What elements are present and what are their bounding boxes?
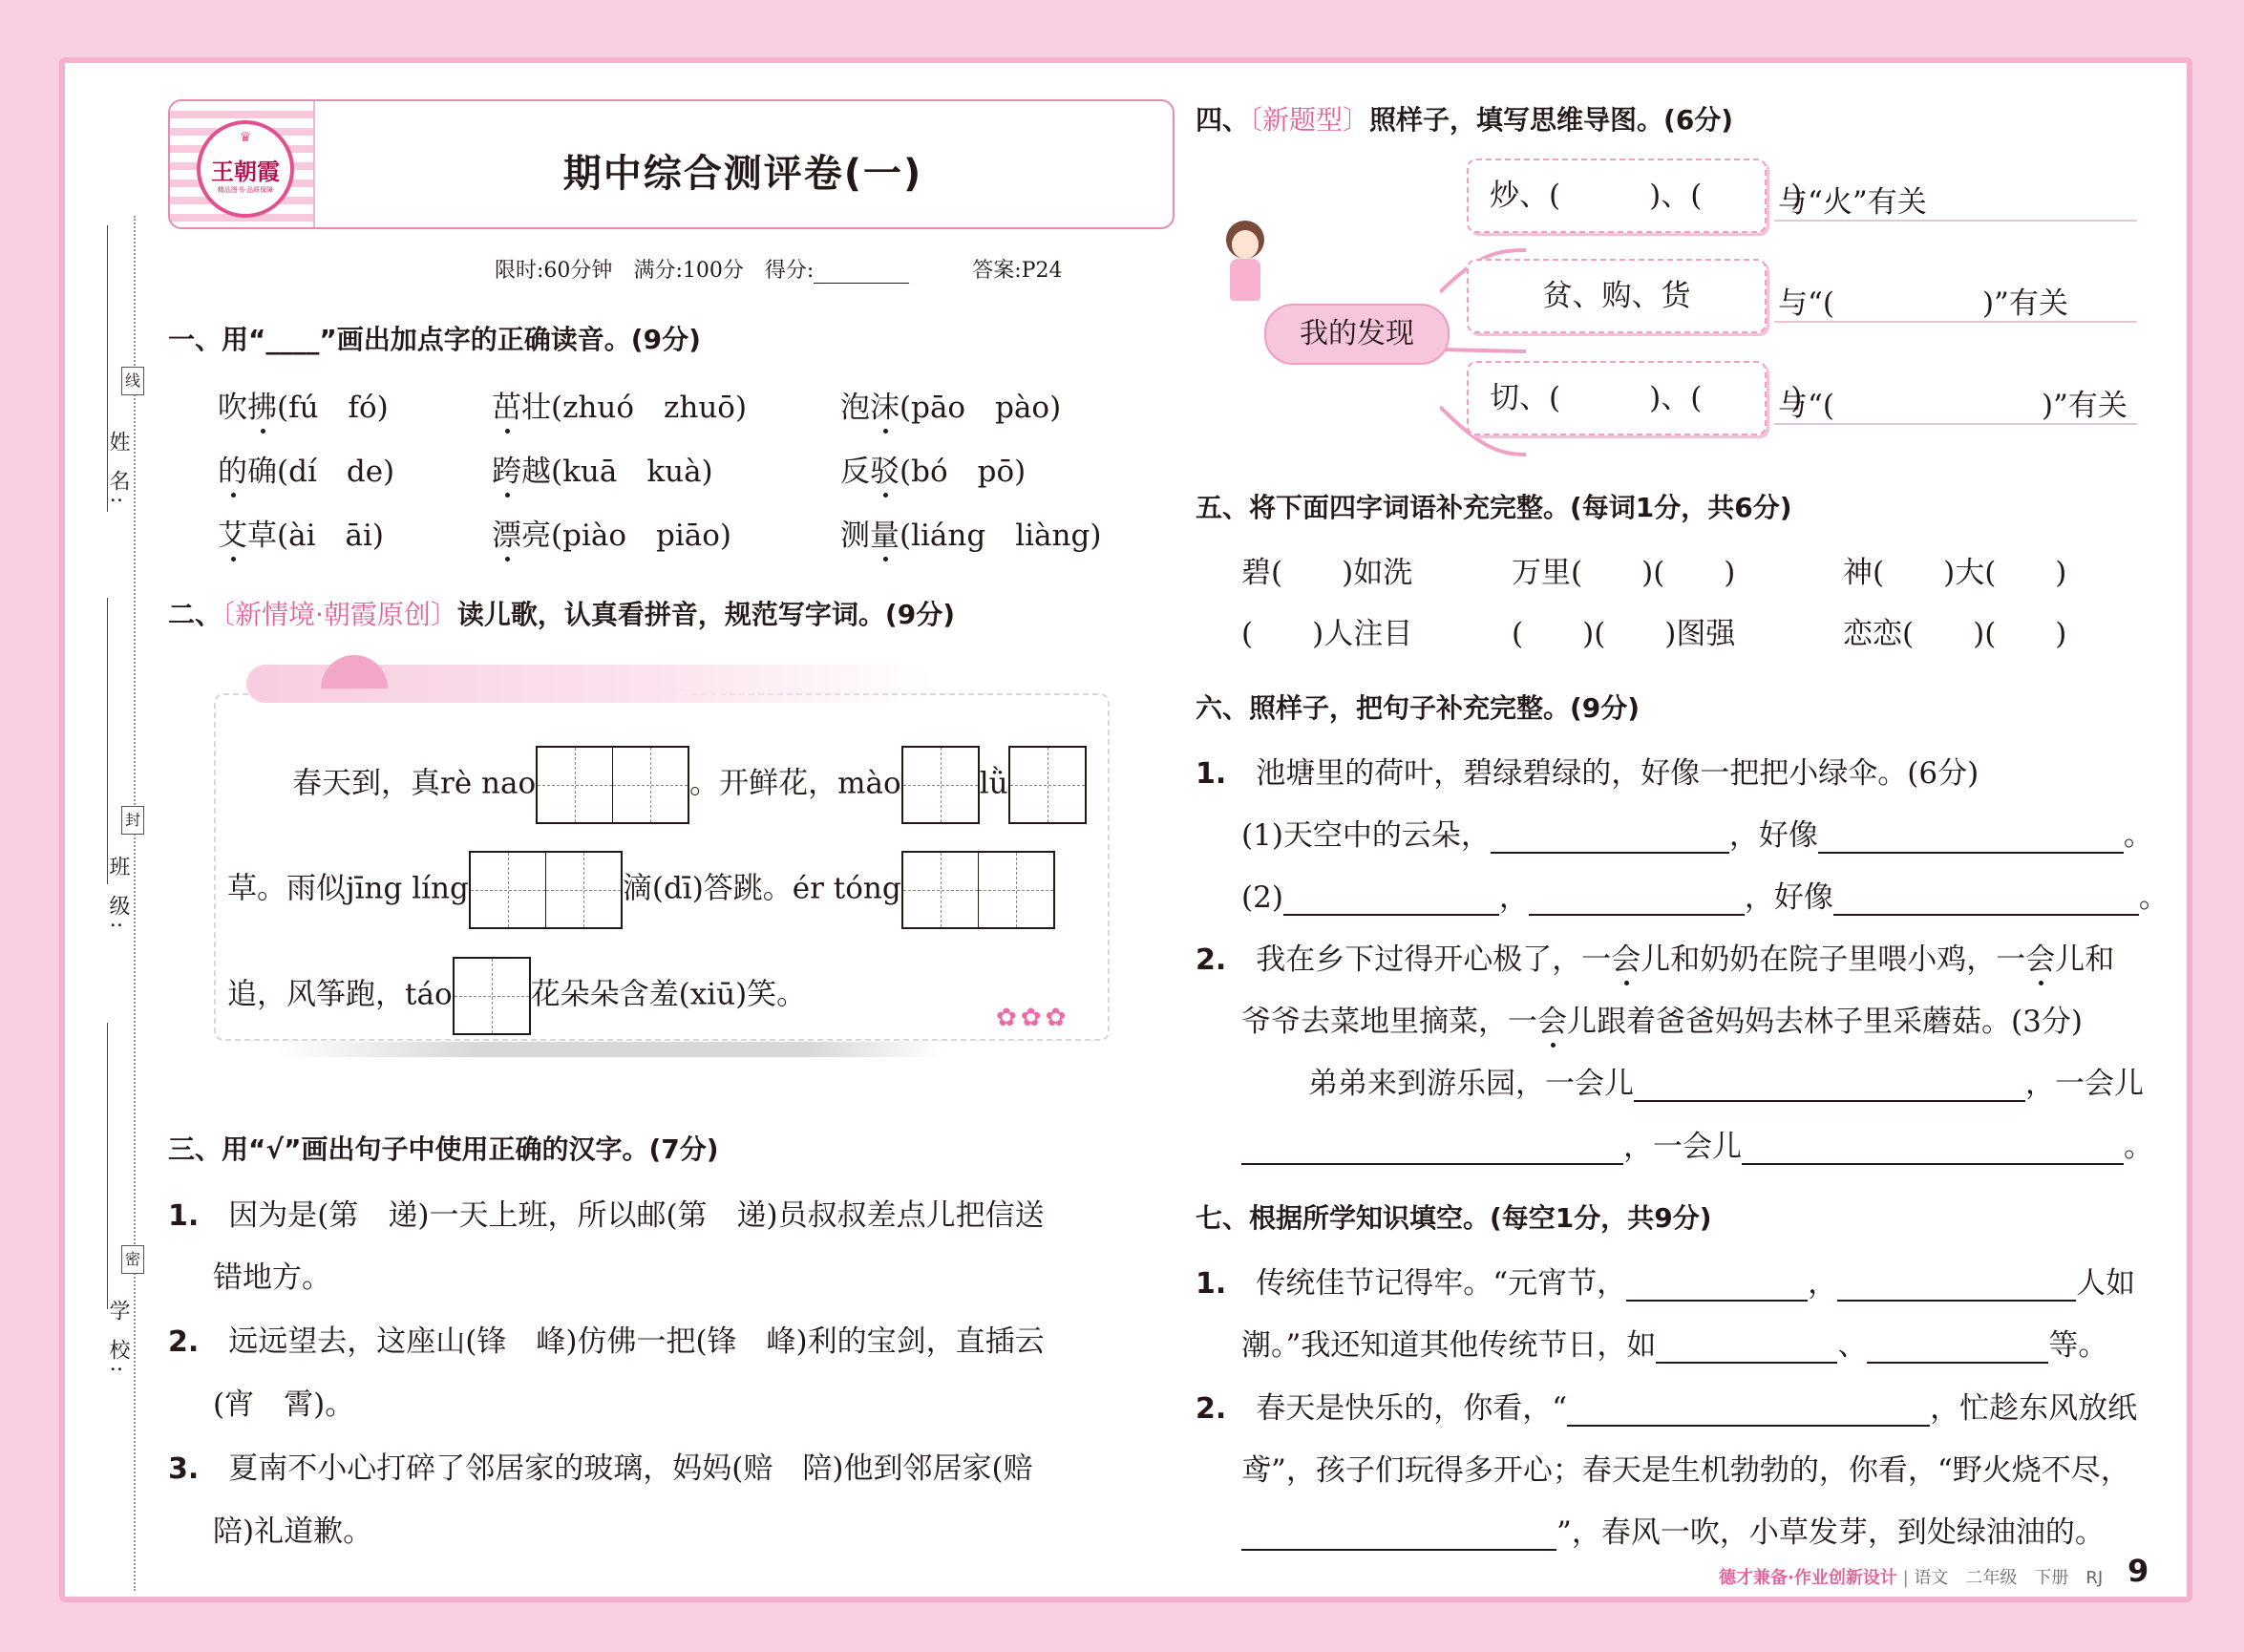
write-grid-lv[interactable]: [1008, 746, 1087, 824]
q7-blank-3[interactable]: [1656, 1333, 1837, 1364]
poem-line-2: 草。雨似jīng líng 滴(dī)答跳。ér tóng: [227, 851, 1055, 929]
q1-item-6: 反驳(bó pō): [840, 447, 1026, 490]
q6-s2-exercise: 弟弟来到游乐园，一会儿 ，一会儿: [1308, 1067, 2144, 1101]
q5-r2-2[interactable]: ( )( )图强: [1512, 617, 1736, 651]
title-box: [168, 99, 1175, 229]
q5-r2-1[interactable]: ( )人注目: [1241, 617, 1413, 651]
mindmap-connectors: [1440, 197, 1555, 483]
q6-s1-part2: (2) ， ，好像 。: [1241, 880, 2169, 915]
mindmap-line-3: [1774, 423, 2137, 425]
mindmap-box-2: 贫、购、货: [1467, 259, 1767, 333]
mindmap-right-3[interactable]: 与“( )”有关: [1778, 389, 2128, 423]
q7-blank-1[interactable]: [1626, 1271, 1808, 1302]
answer-ref: 答案:P24: [972, 259, 1063, 283]
flower-icon: ✿✿✿: [996, 1004, 1070, 1032]
q3-item-2: 2. 远远望去，这座山(锋 峰)仿佛一把(锋 峰)利的宝剑，直插云: [168, 1324, 1045, 1359]
q1-heading: 一、用“____”画出加点字的正确读音。(9分): [168, 324, 701, 355]
q6-blank-8[interactable]: [1742, 1134, 2124, 1165]
q7-item-2: 2. 春天是快乐的，你看，“ ，忙趁东风放纸: [1196, 1391, 2138, 1426]
footer-subject: 语文 二年级 下册 RJ: [1914, 1568, 2104, 1588]
q7-heading: 七、根据所学知识填空。(每空1分，共9分): [1196, 1202, 1712, 1234]
q6-blank-3[interactable]: [1283, 885, 1499, 916]
q6-sentence-2: 2. 我在乡下过得开心极了，一会儿和奶奶在院子里喂小鸡，一会儿和: [1196, 935, 2114, 978]
mindmap-right-2[interactable]: 与“( )”有关: [1778, 286, 2068, 321]
mindmap-right-1: 与“火”有关: [1778, 185, 1927, 220]
crown-icon: ♛: [239, 130, 252, 145]
tag-secret: 密: [121, 1245, 144, 1274]
q6-blank-2[interactable]: [1818, 823, 2124, 854]
q3-item-1: 1. 因为是(第 递)一天上班，所以邮(第 递)员叔叔差点儿把信送: [168, 1198, 1045, 1233]
q6-blank-5[interactable]: [1833, 885, 2139, 916]
q6-sentence-2-cont: 爷爷去菜地里摘菜，一会儿跟着爸爸妈妈去林子里采蘑菇。(3分): [1241, 997, 2083, 1040]
class-blank: [107, 598, 108, 884]
q6-blank-7[interactable]: [1241, 1134, 1623, 1165]
q7-blank-4[interactable]: [1867, 1333, 2048, 1364]
q6-heading: 六、照样子，把句子补充完整。(9分): [1196, 692, 1641, 724]
q1-item-5: 跨越(kuā kuà): [492, 447, 713, 490]
q3-item-1-cont: 错地方。: [213, 1260, 331, 1295]
footer: 德才兼备·作业创新设计 | 语文 二年级 下册 RJ: [1719, 1568, 2104, 1588]
q6-s2-exercise-cont: ，一会儿 。: [1241, 1122, 2153, 1165]
q6-blank-6[interactable]: [1634, 1071, 2025, 1102]
ground-decoration: [275, 1042, 943, 1057]
q5-r2-3[interactable]: 恋恋( )( ): [1843, 617, 2067, 651]
q1-item-7: 艾草(ài āi): [218, 511, 384, 554]
q3-heading: 三、用“√”画出句子中使用正确的汉字。(7分): [168, 1133, 719, 1165]
q1-item-4: 的确(dí de): [218, 447, 394, 490]
tag-seal: 封: [121, 806, 144, 835]
worksheet-page: [59, 57, 2192, 1602]
sun-icon: [321, 655, 388, 688]
q7-blank-6[interactable]: [1241, 1520, 1556, 1551]
q5-heading: 五、将下面四字词语补充完整。(每词1分，共6分): [1196, 492, 1792, 523]
q6-s1-part1: (1)天空中的云朵， ，好像 。: [1241, 818, 2153, 853]
q4-heading: 四、〔新题型〕照样子，填写思维导图。(6分): [1196, 104, 1734, 136]
q1-item-8: 漂亮(piào piāo): [492, 511, 731, 554]
class-label: 班 级:: [106, 856, 130, 935]
q3-item-3-cont: 陪)礼道歉。: [213, 1514, 373, 1549]
q3-item-2-cont: (宵 霄)。: [213, 1387, 355, 1422]
q6-sentence-1: 1. 池塘里的荷叶，碧绿碧绿的，好像一把把小绿伞。(6分): [1196, 756, 1979, 791]
school-blank: [107, 1023, 108, 1309]
logo-sub: 精品图书·品质保障: [217, 186, 274, 194]
mindmap-line-2: [1774, 321, 2137, 323]
write-grid-er-tong[interactable]: [901, 851, 1055, 929]
q3-item-3: 3. 夏南不小心打碎了邻居家的玻璃，妈妈(赔 陪)他到邻居家(赔: [168, 1451, 1033, 1486]
q7-item-2-cont2: ”，春风一吹，小草发芽，到处绿油油的。: [1241, 1508, 2105, 1551]
poem-line-1: 春天到，真rè nao 。开鲜花，mào lǜ: [292, 746, 1087, 824]
q7-item-1: 1. 传统佳节记得牢。“元宵节， ， 人如: [1196, 1266, 2136, 1301]
q4-tag: 〔新题型〕: [1249, 104, 1370, 136]
poem-line-3: 追，风筝跑，táo 花朵朵含羞(xiū)笑。: [227, 957, 806, 1035]
name-label: 姓 名:: [106, 431, 130, 510]
mindmap-center: 我的发现: [1264, 304, 1450, 365]
q1-item-1: 吹拂(fú fó): [218, 383, 389, 426]
score-blank[interactable]: [814, 262, 909, 284]
q7-item-1-cont: 潮。”我还知道其他传统节日，如 、 等。: [1241, 1328, 2108, 1363]
q1-item-9: 测量(liáng liàng): [840, 511, 1101, 554]
logo-name: 王朝霞: [211, 158, 280, 185]
binding-line: [134, 216, 136, 1591]
q1-item-2: 茁壮(zhuó zhuō): [492, 383, 747, 426]
school-label: 学 校:: [106, 1300, 130, 1379]
q5-r1-3[interactable]: 神( )大( ): [1843, 556, 2067, 590]
q5-r1-2[interactable]: 万里( )( ): [1512, 556, 1736, 590]
q1-item-3: 泡沫(pāo pào): [840, 383, 1061, 426]
logo-seal: [197, 120, 294, 218]
write-grid-re-nao[interactable]: [536, 746, 689, 824]
q6-blank-1[interactable]: [1491, 823, 1729, 854]
q7-blank-5[interactable]: [1567, 1396, 1930, 1427]
q5-r1-1[interactable]: 碧( )如洗: [1241, 556, 1413, 590]
page-title: 期中综合测评卷(一): [562, 152, 923, 196]
write-grid-jing-ling[interactable]: [469, 851, 623, 929]
full-score: 满分:100分: [633, 259, 744, 283]
q6-blank-4[interactable]: [1529, 885, 1745, 916]
score-label: 得分:: [764, 259, 815, 283]
girl-icon: [1222, 221, 1270, 316]
q2-heading: 二、〔新情境·朝霞原创〕读儿歌，认真看拼音，规范写字词。(9分): [168, 599, 956, 630]
q2-tag: 〔新情境·朝霞原创〕: [222, 599, 457, 630]
write-grid-mao[interactable]: [901, 746, 980, 824]
q7-item-2-cont: 鸢”，孩子们玩得多开心；春天是生机勃勃的，你看，“野火烧不尽，: [1241, 1453, 2130, 1488]
footer-series: 德才兼备·作业创新设计: [1719, 1568, 1897, 1588]
page-number: 9: [2128, 1553, 2149, 1589]
mindmap-line-1: [1774, 220, 2137, 222]
write-grid-tao[interactable]: [453, 957, 531, 1035]
meta-line: [495, 254, 1063, 284]
tag-line: 线: [121, 367, 144, 395]
time-limit: 限时:60分钟: [495, 259, 613, 283]
mindmap-box-1[interactable]: 炒、( )、( ): [1467, 159, 1767, 233]
mindmap-box-3[interactable]: 切、( )、( ): [1467, 361, 1767, 435]
q7-blank-2[interactable]: [1837, 1271, 2076, 1302]
